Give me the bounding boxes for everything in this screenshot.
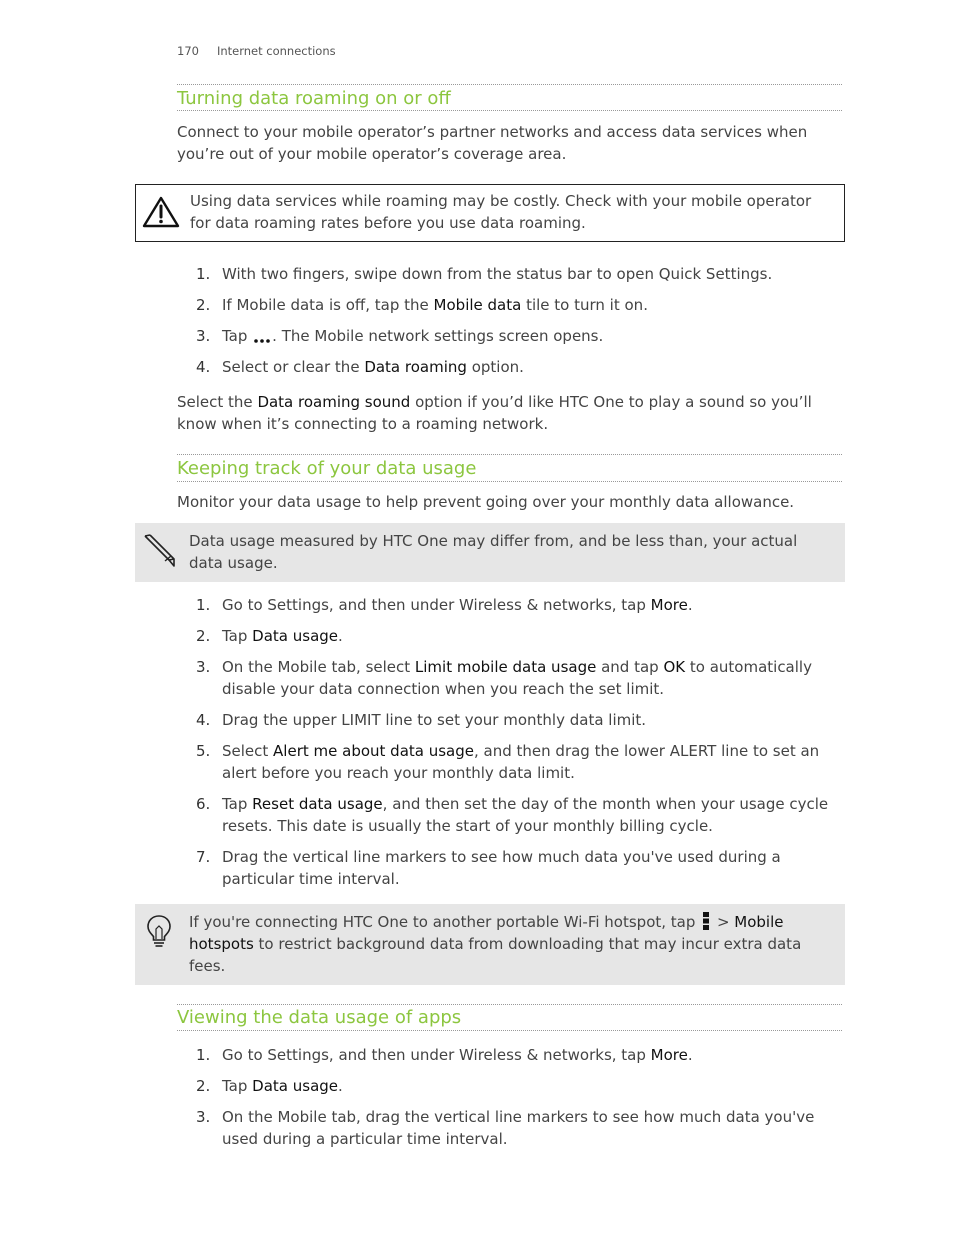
section-rule-top (177, 84, 842, 85)
section-rule-top (177, 1004, 842, 1005)
ui-term: Data roaming sound (257, 393, 411, 411)
list-item: 3. Tap . The Mobile network settings screen opens. (196, 327, 604, 345)
pencil-icon (141, 532, 177, 574)
note-box (135, 523, 845, 582)
roaming-steps (177, 263, 842, 387)
list-item: 5. Select Alert me about data usage, and then drag the lower ALERT line to set an alert before you reach your monthly data limit. (196, 742, 820, 782)
ui-term: Mobile data (433, 296, 522, 314)
list-item: 1. With two fingers, swipe down from the status bar to open Quick Settings. (196, 265, 773, 283)
more-dots-icon (252, 331, 272, 343)
section-rule-bottom (177, 110, 842, 111)
tip-text: If you're connecting HTC One to another portable Wi-Fi hotspot, tap > Mobile hotspots to restrict background data from downloading that may incur extra data fees. (189, 913, 802, 975)
lightbulb-icon (145, 913, 173, 955)
list-item: 1. Go to Settings, and then under Wireless & networks, tap More. (196, 596, 693, 614)
section-rule-top (177, 454, 842, 455)
note-text: Data usage measured by HTC One may differ from, and be less than, your actual data usage. (189, 532, 798, 572)
warning-icon (142, 195, 180, 235)
chapter-title: Internet connections (216, 44, 336, 58)
menu-overflow-icon (702, 911, 710, 931)
list-item: 4. Drag the upper LIMIT line to set your monthly data limit. (196, 711, 647, 729)
ui-term: Limit mobile data usage (414, 658, 597, 676)
section-rule-bottom (177, 1030, 842, 1031)
list-item: 1. Go to Settings, and then under Wireless & networks, tap More. (196, 1046, 693, 1064)
section-rule-bottom (177, 481, 842, 482)
data-usage-steps (177, 594, 842, 899)
list-item: 3. On the Mobile tab, select Limit mobile data usage and tap OK to automatically disable your data connection when you reach the set limit. (196, 658, 812, 698)
section-heading-apps-usage: Viewing the data usage of apps (177, 1007, 462, 1028)
ui-term: More (650, 596, 688, 614)
ui-term: Data usage (252, 1077, 339, 1095)
list-item: 2. Tap Data usage. (196, 1077, 343, 1095)
section-heading-data-usage: Keeping track of your data usage (177, 458, 477, 479)
list-item: 4. Select or clear the Data roaming option. (196, 358, 524, 376)
ui-term: OK (663, 658, 686, 676)
section-intro: Connect to your mobile operator’s partner networks and access data services when you’re out of your mobile operator’s coverage area. (177, 123, 808, 163)
ui-term: Mobile hotspots (189, 913, 784, 953)
ui-term: Data usage (252, 627, 339, 645)
warning-box (135, 184, 845, 242)
ui-term: Data roaming (364, 358, 467, 376)
section-intro: Monitor your data usage to help prevent going over your monthly data allowance. (177, 493, 795, 511)
ui-term: Alert me about data usage (273, 742, 474, 760)
list-item: 6. Tap Reset data usage, and then set the day of the month when your usage cycle resets. This date is usually the start of your monthly billing cycle. (196, 795, 829, 835)
list-item: 2. Tap Data usage. (196, 627, 343, 645)
roaming-sound-paragraph: Select the Data roaming sound option if you’d like HTC One to play a sound so you’ll know when it’s connecting to a roaming network. (177, 393, 812, 433)
list-item: 2. If Mobile data is off, tap the Mobile data tile to turn it on. (196, 296, 648, 314)
warning-text: Using data services while roaming may be costly. Check with your mobile operator for data roaming rates before you use data roaming. (190, 192, 812, 232)
page-number: 170 (177, 44, 199, 58)
ui-term: Reset data usage (252, 795, 383, 813)
list-item: 3. On the Mobile tab, drag the vertical line markers to see how much data you've used during a particular time interval. (196, 1108, 815, 1148)
apps-usage-steps (177, 1044, 842, 1159)
tip-box (135, 904, 845, 985)
section-heading-roaming: Turning data roaming on or off (177, 88, 451, 109)
ui-term: More (650, 1046, 688, 1064)
running-header (177, 44, 336, 58)
list-item: 7. Drag the vertical line markers to see how much data you've used during a particular time interval. (196, 848, 781, 888)
